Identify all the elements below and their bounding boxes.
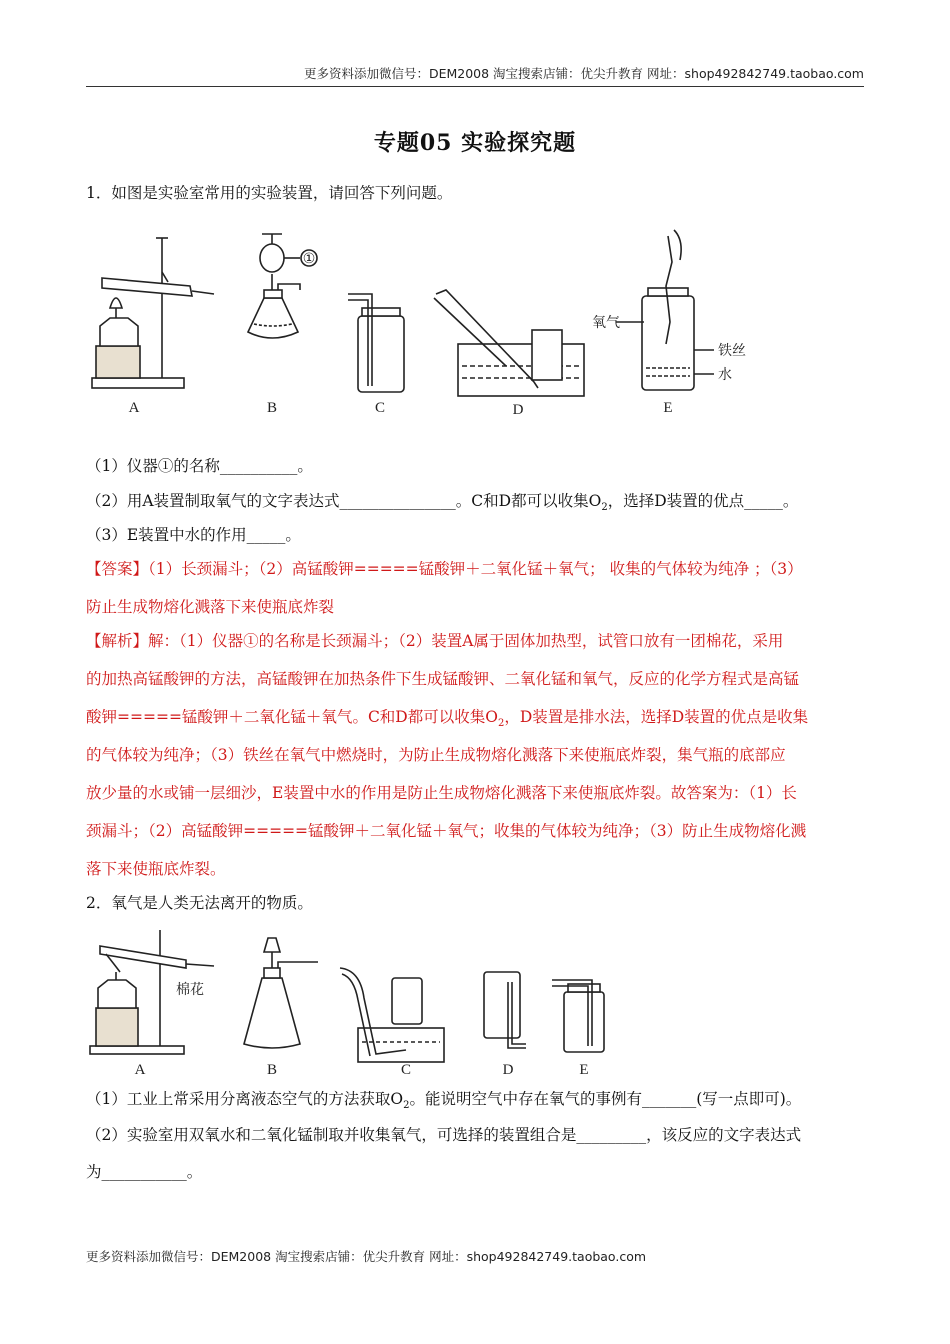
q1-label-b: B: [266, 400, 278, 416]
q2-sub2-line2: 为___________。: [86, 1163, 203, 1181]
q2-apparatus-figure: [86, 926, 626, 1078]
q1-stem: 1．如图是实验室常用的实验装置，请回答下列问题。: [86, 184, 453, 202]
q2-stem: 2．氧气是人类无法离开的物质。: [86, 894, 313, 912]
page-title: 专题05 实验探究题: [373, 130, 577, 156]
q1-label-a: A: [128, 400, 140, 416]
q1-answer-line2: 防止生成物熔化溅落下来使瓶底炸裂: [86, 598, 335, 616]
q2-sub1: （1）工业上常采用分离液态空气的方法获取$O_2$。能说明空气中存在氧气的事例有_______(写一点即可)。: [86, 1090, 802, 1112]
q1-sub1: （1）仪器①的名称__________。: [86, 457, 313, 475]
q2-sub2-line1: （2）实验室用双氧水和二氧化锰制取并收集氧气，可选择的装置组合是_________，该反应的文字表达式: [86, 1126, 802, 1144]
q1-analysis-line7: 落下来使瓶底炸裂。: [86, 860, 226, 878]
q1-analysis-line4: 的气体较为纯净；（3）铁丝在氧气中燃烧时，为防止生成物熔化溅落下来使瓶底炸裂，集气瓶的底部应: [86, 746, 786, 764]
q1-label-e: E: [663, 400, 673, 416]
q2-annot-cotton: 棉花: [176, 982, 204, 998]
q1-analysis-line3: 酸钾=====锰酸钾＋二氧化锰＋氧气。C和D都可以收集$O_2$，D装置是排水法，选择D装置的优点是收集: [86, 708, 809, 730]
q1-analysis-line1: 【解析】解：（1）仪器①的名称是长颈漏斗；（2）装置A属于固体加热型，试管口放有一团棉花，采用: [86, 632, 784, 650]
q1-sub2: （2）用A装置制取氧气的文字表达式_______________。C和D都可以收集$O_2$，选择D装置的优点_____。: [86, 492, 799, 514]
q1-annot-water: 水: [718, 367, 732, 383]
a-stand-base: [92, 378, 184, 388]
q1-annot-circle1: ①: [302, 251, 316, 267]
q1-analysis-line5: 放少量的水或铺一层细沙，E装置中水的作用是防止生成物熔化溅落下来使瓶底炸裂。故答案为：（1）长: [86, 784, 797, 802]
q1-apparatus-figure: [86, 226, 786, 426]
q1-sub3: （3）E装置中水的作用_____。: [86, 526, 301, 544]
q2-label-a: A: [134, 1062, 146, 1078]
q1-label-c: C: [374, 400, 386, 416]
q2-label-b: B: [266, 1062, 278, 1078]
q2-label-c: C: [400, 1062, 412, 1078]
q1-label-d: D: [512, 402, 524, 418]
q2-label-d: D: [502, 1062, 514, 1078]
q1-annot-iron-wire: 铁丝: [718, 343, 746, 359]
page-header: 更多资料添加微信号：DEM2008 淘宝搜索店铺：优尖升教育 网址：shop492842749.taobao.com: [86, 64, 864, 87]
q1-analysis-line6: 颈漏斗；（2）高锰酸钾=====锰酸钾＋二氧化锰＋氧气；收集的气体较为纯净；（3）防止生成物熔化溅: [86, 822, 807, 840]
q2-label-e: E: [579, 1062, 589, 1078]
page-footer: 更多资料添加微信号：DEM2008 淘宝搜索店铺：优尖升教育 网址：shop492842749.taobao.com: [86, 1249, 647, 1264]
q1-analysis-line2: 的加热高锰酸钾的方法，高锰酸钾在加热条件下生成锰酸钾、二氧化锰和氧气，反应的化学方程式是高锰: [86, 670, 800, 688]
q1-annot-oxygen: 氧气: [592, 315, 620, 331]
q1-answer-line1: 【答案】（1）长颈漏斗；（2）高锰酸钾=====锰酸钾＋二氧化锰＋氧气； 收集的气体较为纯净 ；（3）: [86, 560, 803, 578]
